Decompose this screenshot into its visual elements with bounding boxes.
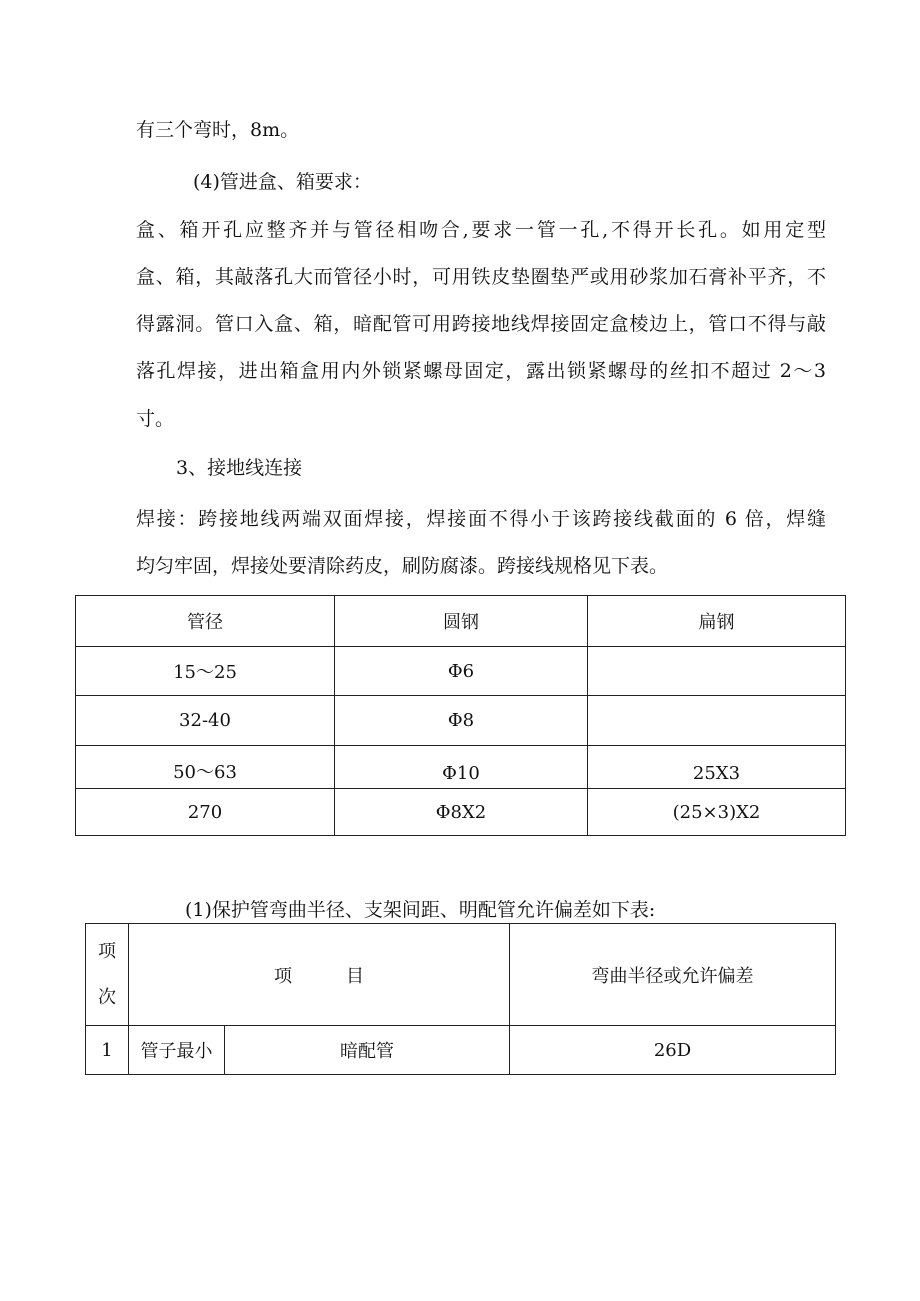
table-header-row — [76, 596, 846, 647]
header-cell-tolerance: 弯曲半径或允许偏差 — [510, 924, 836, 1026]
header-cell-item-number — [86, 924, 129, 1026]
table-cell: Φ6 — [335, 647, 588, 696]
paragraph-line: 得露洞。管口入盒、箱，暗配管可用跨接地线焊接固定盒棱边上，管口不得与敲 — [136, 313, 826, 335]
paragraph-line: 有三个弯时，8m。 — [136, 119, 300, 141]
table-cell: 暗配管 — [225, 1026, 510, 1075]
table-cell: 1 — [86, 1026, 129, 1075]
table-cell — [588, 696, 846, 746]
table-cell — [588, 647, 846, 696]
paragraph-line: 盒、箱开孔应整齐并与管径相吻合,要求一管一孔,不得开长孔。如用定型 — [136, 219, 826, 241]
jumper-spec-table — [75, 595, 846, 836]
table-cell: (25×3)X2 — [588, 789, 846, 836]
subheading-box-requirements: (4)管进盒、箱要求： — [193, 171, 372, 193]
table-cell: 50～63 — [76, 746, 335, 789]
section-heading-grounding: 3、接地线连接 — [176, 457, 303, 479]
paragraph-line: 盒、箱，其敲落孔大而管径小时，可用铁皮垫圈垫严或用砂浆加石膏补平齐，不 — [136, 266, 826, 288]
table-row — [76, 647, 846, 696]
header-cell-item: 项 目 — [129, 924, 510, 1026]
table-cell: Φ10 — [335, 746, 588, 789]
table-cell: 32-40 — [76, 696, 335, 746]
table-row — [86, 1026, 836, 1075]
table-cell: 25X3 — [588, 746, 846, 789]
item-number-label: 项次 — [98, 940, 116, 1008]
table-cell: 270 — [76, 789, 335, 836]
table-row — [76, 789, 846, 836]
table-cell: 26D — [510, 1026, 836, 1075]
table-cell: Φ8 — [335, 696, 588, 746]
header-cell: 圆钢 — [335, 596, 588, 647]
paragraph-line: 落孔焊接，进出箱盒用内外锁紧螺母固定，露出锁紧螺母的丝扣不超过 2～3 — [136, 360, 826, 382]
tolerance-table — [85, 923, 836, 1075]
table-cell: 15～25 — [76, 647, 335, 696]
table-cell: 管子最小 — [129, 1026, 225, 1075]
paragraph-line: 焊接：跨接地线两端双面焊接，焊接面不得小于该跨接线截面的 6 倍，焊缝 — [136, 508, 826, 530]
table-row — [76, 696, 846, 746]
paragraph-line: 均匀牢固，焊接处要清除药皮，刷防腐漆。跨接线规格见下表。 — [136, 555, 669, 577]
table-row — [76, 746, 846, 789]
paragraph-line: 寸。 — [136, 408, 175, 430]
table-cell: Φ8X2 — [335, 789, 588, 836]
header-cell: 扁钢 — [588, 596, 846, 647]
table-caption: (1)保护管弯曲半径、支架间距、明配管允许偏差如下表: — [185, 899, 656, 921]
table-header-row — [86, 924, 836, 1026]
header-cell: 管径 — [76, 596, 335, 647]
